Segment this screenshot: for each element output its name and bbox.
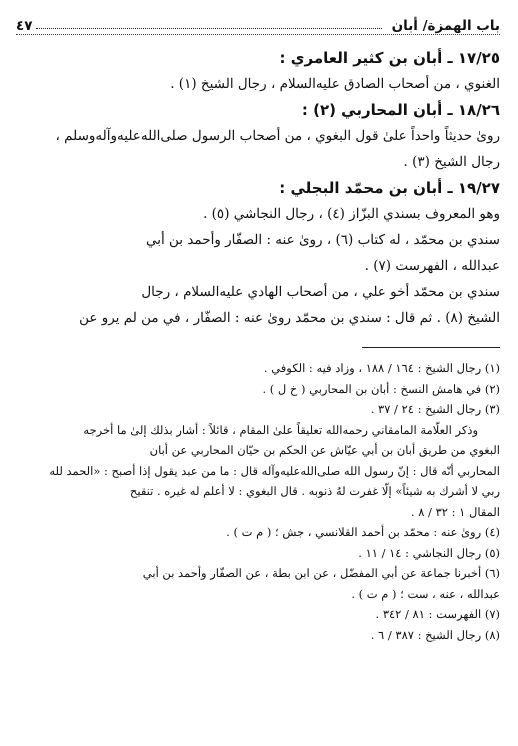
entry-text-line: الشيخ (٨) . ثم قال : سندي بن محمّد روىٰ عنه : الصفّار ، في من لم يرو عن <box>79 310 500 326</box>
book-page <box>16 10 500 645</box>
entry-text-line: رجال الشيخ (٣) . <box>403 154 500 170</box>
entry-text-line: روىٰ حديثاً واحداً علىٰ قول البغوي ، من أصحاب الرسول صلى‌الله‌عليه‌وآله‌وسلم ، <box>55 128 500 144</box>
footnote-continuation: وذكر العلّامة المامقاني رحمه‌الله تعليقاً علىٰ المقام ، قائلاً : أشار بذلك إلىٰ ما أخرجه <box>83 422 478 437</box>
footnote: (٥) رجال النجاشي : ١٤ / ١١ . <box>358 545 500 560</box>
footnote: (٤) روىٰ عنه : محمّد بن أحمد القلانسي ، جش ؛ ( م ت ) . <box>226 525 500 539</box>
entry <box>16 175 500 331</box>
entry <box>16 97 500 175</box>
header-leader-dots <box>36 28 381 29</box>
running-header <box>16 10 500 35</box>
footnote-continuation: المحاربي أنّه قال : إنّ رسول الله صلى‌الله‌عليه‌وآله قال : ما من عبد يقول إذا أصبح : «الحمد لله <box>49 463 500 478</box>
entry-text-line: عبدالله ، الفهرست (٧) . <box>364 258 500 274</box>
footnote-separator <box>362 347 500 348</box>
entry-title: ١٩/٢٧ ـ أبان بن محمّد البجلي : <box>279 179 500 197</box>
entry <box>16 45 500 97</box>
chapter-title: باب الهمزة/ أبان <box>391 18 500 34</box>
entry-title: ١٧/٢٥ ـ أبان بن كثير العامري : <box>279 49 500 67</box>
footnote: (٨) رجال الشيخ : ٣٨٧ / ٦ . <box>370 627 500 642</box>
footnote-continuation: عبدالله ، عنه ، ست ؛ ( م ت ) . <box>351 586 500 601</box>
entry-text-line: سندي بن محمّد أخو علي ، من أصحاب الهادي عليه‌السلام ، رجال <box>141 284 500 300</box>
page-number: ٤٧ <box>16 18 33 34</box>
entry-text-line: وهو المعروف بسندي البزّاز (٤) ، رجال النجاشي (٥) . <box>203 206 500 222</box>
footnote: (٢) في هامش النسخ : أبان بن المحاربي ( خ ل ) . <box>262 381 500 396</box>
footnote-continuation: البغوي من طريق أبان بن أبي عيّاش عن الحكم بن حيّان المحاربي عن أبان <box>149 443 500 457</box>
entry-text-line: الغنوي ، من أصحاب الصادق عليه‌السلام ، رجال الشيخ (١) . <box>170 76 500 92</box>
footnote: (٧) الفهرست : ٨١ / ٣٤٢ . <box>375 607 500 621</box>
footnote-continuation: المقال ١ : ٣٢ / ٨ . <box>410 504 500 519</box>
footnotes <box>16 358 500 645</box>
entry-text-line: سندي بن محمّد ، له كتاب (٦) ، روىٰ عنه : الصفّار وأحمد بن أبي <box>145 232 500 248</box>
entry-title: ١٨/٢٦ ـ أبان المحاربي (٢) : <box>301 101 500 119</box>
footnote: (٦) أخبرنا جماعة عن أبي المفضّل ، عن ابن بطة ، عن الصفّار وأحمد بن أبي <box>142 566 500 580</box>
footnote: (١) رجال الشيخ : ١٦٤ / ١٨٨ ، وزاد فيه : الكوفي . <box>263 361 500 375</box>
footnote: (٣) رجال الشيخ : ٢٤ / ٣٧ . <box>370 402 500 416</box>
footnote-continuation: ربي لا أشرك به شيئاً» إلّا غفرت لهُ ذنوبه . قال البغوي : لا أعلم له غيره . تنقيح <box>129 484 500 498</box>
